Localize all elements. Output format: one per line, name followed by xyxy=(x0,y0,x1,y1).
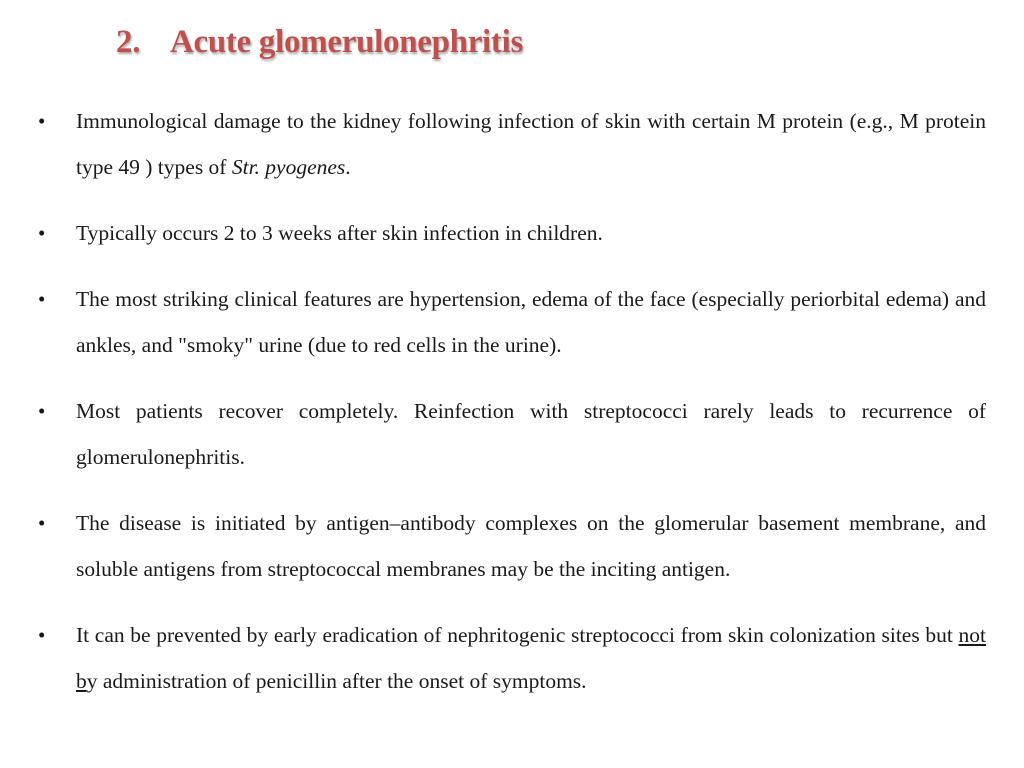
bullet-text-1-italic: Str. pyogenes xyxy=(231,155,346,179)
bullet-text-2: Typically occurs 2 to 3 weeks after skin infection in children. xyxy=(76,221,603,245)
bullet-icon: • xyxy=(38,109,46,133)
bullet-item-4 xyxy=(38,388,986,480)
bullet-text-5: The disease is initiated by antigen–antibody complexes on the glomerular basement membrane, and soluble antigens from streptococcal membranes may be the inciting antigen. xyxy=(76,511,986,581)
bullet-icon: • xyxy=(38,221,46,245)
bullet-text-6b: y administration of penicillin after the onset of symptoms. xyxy=(86,669,587,693)
slide-title xyxy=(116,24,523,61)
bullet-text-1b: . xyxy=(345,155,351,179)
bullet-item-3 xyxy=(38,276,986,368)
bullet-icon: • xyxy=(38,399,46,423)
bullet-text-1a: Immunological damage to the kidney following infection of skin with certain M protein (e.g., M protein type 49 ) types of xyxy=(76,109,986,179)
bullet-item-1 xyxy=(38,98,986,190)
title-number: 2. xyxy=(116,24,141,60)
bullet-item-5 xyxy=(38,500,986,592)
bullet-icon: • xyxy=(38,623,46,647)
bullet-text-3: The most striking clinical features are hypertension, edema of the face (especially periorbital edema) and ankles, and "smoky" urine (due to red cells in the urine). xyxy=(76,287,986,357)
bullet-text-6-underlined: not b xyxy=(76,623,986,693)
bullet-icon: • xyxy=(38,511,46,535)
bullet-icon: • xyxy=(38,287,46,311)
bullet-item-2 xyxy=(38,210,986,256)
bullet-text-6a: It can be prevented by early eradication of nephritogenic streptococci from skin colonization sites but xyxy=(76,623,959,647)
bullet-item-6 xyxy=(38,612,986,704)
bullet-text-4: Most patients recover completely. Reinfection with streptococci rarely leads to recurrence of glomerulonephritis. xyxy=(76,399,986,469)
title-text: Acute glomerulonephritis xyxy=(170,24,524,60)
bullet-list xyxy=(38,98,986,724)
